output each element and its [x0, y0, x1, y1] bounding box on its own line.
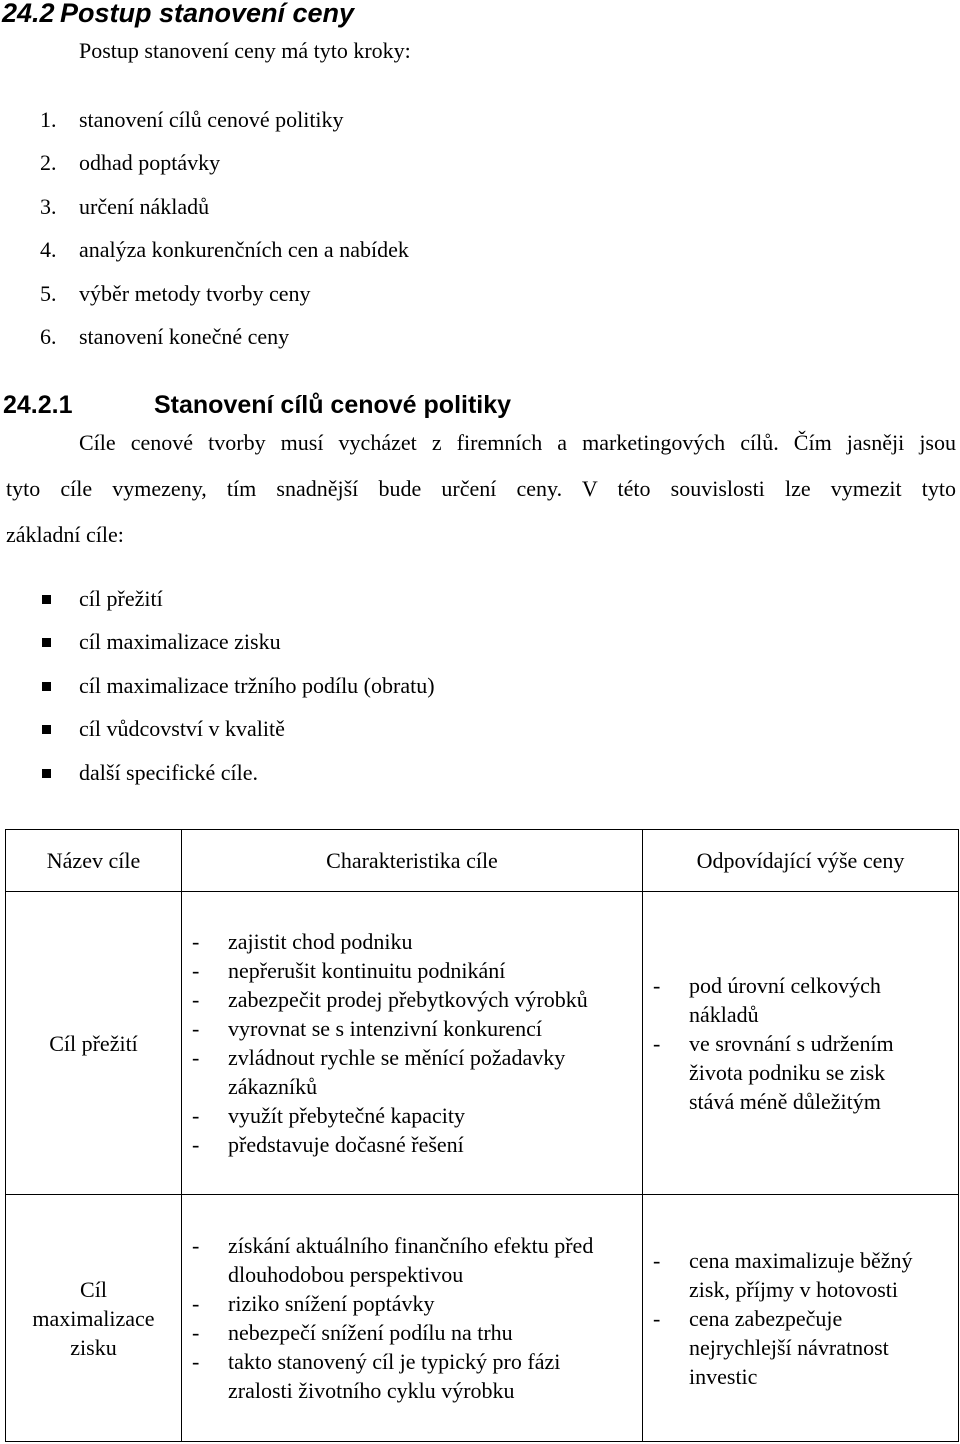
price-list	[643, 1246, 958, 1391]
table-header-row	[6, 830, 959, 892]
goals-table	[5, 829, 959, 1442]
goal-item: další specifické cíle.	[79, 760, 258, 785]
goal-item: cíl maximalizace tržního podílu (obratu)	[79, 673, 435, 698]
section-title: 24.2 Postup stanovení ceny	[2, 0, 355, 28]
step-text: určení nákladů	[79, 194, 210, 219]
square-bullet-icon	[42, 638, 51, 647]
list-item: - riziko snížení poptávky	[182, 1289, 602, 1318]
header-price-level: Odpovídající výše ceny	[643, 830, 959, 892]
list-item: - zvládnout rychle se měnící požadavky zákazníků	[182, 1043, 614, 1101]
square-bullet-icon	[42, 595, 51, 604]
header-goal-name: Název cíle	[6, 830, 182, 892]
goal-item: cíl vůdcovství v kvalitě	[79, 716, 285, 741]
square-bullet-icon	[42, 769, 51, 778]
list-item: - cena maximalizuje běžný zisk, příjmy v hotovosti	[643, 1246, 934, 1304]
table-row	[6, 1195, 959, 1442]
intro-text: Postup stanovení ceny má tyto kroky:	[79, 38, 411, 63]
step-number: 1.	[40, 107, 57, 132]
list-item: - nebezpečí snížení podílu na trhu	[182, 1318, 602, 1347]
price-list	[643, 971, 958, 1116]
price-cell	[643, 1195, 959, 1442]
goal-item: cíl maximalizace zisku	[79, 629, 281, 654]
list-item: - získání aktuálního finančního efektu před dlouhodobou perspektivou	[182, 1231, 602, 1289]
step-number: 5.	[40, 281, 57, 306]
list-item: - představuje dočasné řešení	[182, 1130, 614, 1159]
list-item: - zajistit chod podniku	[182, 927, 614, 956]
characteristics-cell	[182, 892, 643, 1195]
list-item: - vyrovnat se s intenzivní konkurencí	[182, 1014, 614, 1043]
table-row	[6, 892, 959, 1195]
goal-name-cell: Cíl maximalizace zisku	[6, 1195, 182, 1442]
step-text: stanovení konečné ceny	[79, 324, 290, 349]
list-item: - cena zabezpečuje nejrychlejší návratnost investic	[643, 1304, 934, 1391]
characteristics-cell	[182, 1195, 643, 1442]
paragraph-line: základní cíle:	[6, 522, 124, 547]
step-text: analýza konkurenčních cen a nabídek	[79, 237, 409, 262]
step-number: 2.	[40, 150, 57, 175]
list-item: - nepřerušit kontinuitu podnikání	[182, 956, 614, 985]
square-bullet-icon	[42, 682, 51, 691]
list-item: - využít přebytečné kapacity	[182, 1101, 614, 1130]
subsection-number: 24.2.1	[3, 391, 73, 419]
price-cell	[643, 892, 959, 1195]
goal-name-cell: Cíl přežití	[6, 892, 182, 1195]
body-paragraph	[6, 420, 956, 558]
list-item: - takto stanovený cíl je typický pro fázi zralosti životního cyklu výrobku	[182, 1347, 602, 1405]
step-number: 4.	[40, 237, 57, 262]
step-number: 3.	[40, 194, 57, 219]
characteristics-list	[182, 927, 642, 1159]
header-characteristics: Charakteristika cíle	[182, 830, 643, 892]
list-item: - ve srovnání s udržením života podniku se zisk stává méně důležitým	[643, 1029, 918, 1116]
paragraph-line: Cíle cenové tvorby musí vycházet z firemních a marketingových cílů. Čím jasněji jsou	[79, 430, 956, 455]
characteristics-list	[182, 1231, 642, 1405]
list-item: - zabezpečit prodej přebytkových výrobků	[182, 985, 614, 1014]
paragraph-line: tyto cíle vymezeny, tím snadnější bude určení ceny. V této souvislosti lze vymezit tyto	[6, 476, 956, 501]
subsection-title: Stanovení cílů cenové politiky	[154, 391, 512, 419]
step-text: stanovení cílů cenové politiky	[79, 107, 344, 132]
step-text: výběr metody tvorby ceny	[79, 281, 311, 306]
goal-item: cíl přežití	[79, 586, 163, 611]
list-item: - pod úrovní celkových nákladů	[643, 971, 918, 1029]
square-bullet-icon	[42, 725, 51, 734]
step-text: odhad poptávky	[79, 150, 221, 175]
step-number: 6.	[40, 324, 57, 349]
